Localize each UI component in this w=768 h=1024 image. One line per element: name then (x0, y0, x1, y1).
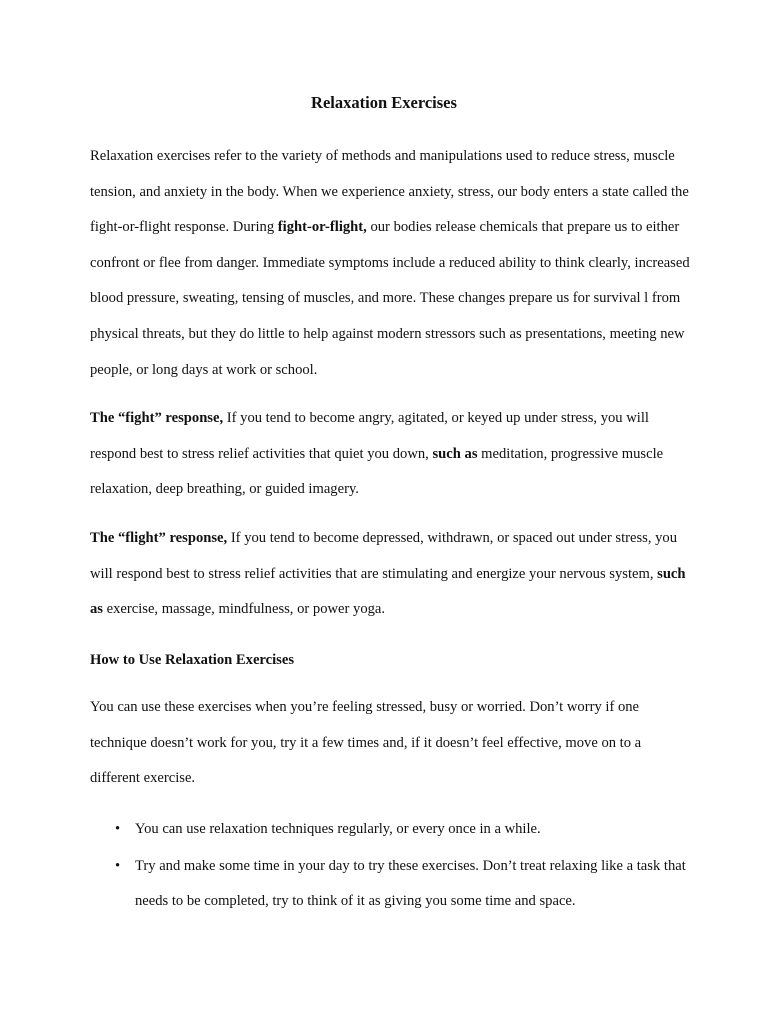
tips-list (90, 812, 690, 920)
bullet-icon: • (115, 857, 121, 874)
flight-response-paragraph (90, 521, 690, 628)
flight-text-1: If you tend to become depressed, withdrawn, or spaced out under stress, you will respond best to stress relief activities that are stimulating and energize your nervous system, (90, 530, 678, 582)
bullet-icon: • (115, 821, 121, 837)
intro-paragraph (90, 139, 690, 388)
intro-bold-term: fight-or-flight, (277, 219, 367, 236)
fight-such-as: such as (432, 445, 478, 462)
list-item (90, 849, 690, 920)
how-to-paragraph: You can use these exercises when you’re feeling stressed, busy or worried. Don’t worry if one technique doesn’t work for you, try it a few times and, if it doesn’t feel effective, move on to a different exercise. (90, 699, 642, 787)
fight-response-paragraph (90, 401, 690, 508)
fight-text-1: If you tend to become angry, agitated, or keyed up under stress, you will respond best to stress relief activities that quiet you down, (90, 410, 649, 462)
fight-text-2: meditation, progressive muscle relaxation, deep breathing, or guided imagery. (90, 445, 664, 498)
list-item-text: Try and make some time in your day to try these exercises. Don’t treat relaxing like a task that needs to be completed, try to think of it as giving you some time and space. (135, 857, 686, 910)
how-to-heading: How to Use Relaxation Exercises (90, 652, 295, 668)
flight-such-as: such as (90, 565, 686, 618)
flight-response-label: The “flight” response, (90, 530, 228, 546)
document-title: Relaxation Exercises (311, 93, 457, 112)
intro-text-2: our bodies release chemicals that prepare us to either confront or flee from danger. Immediate symptoms include a reduced ability to think clearly, increased blood pressure, sweating, tensing of muscles, and more. These changes prepare us for survival l from physical threats, but they do little to help against modern stressors such as presentations, meeting new people, or long days at work or school. (90, 219, 690, 378)
list-item-text: You can use relaxation techniques regularly, or every once in a while. (135, 821, 541, 837)
flight-text-2: exercise, massage, mindfulness, or power yoga. (102, 601, 386, 618)
intro-text-1: Relaxation exercises refer to the variety of methods and manipulations used to reduce stress, muscle tension, and anxiety in the body. When we experience anxiety, stress, our body enters a state called the fight-or-flight response. During (90, 148, 689, 236)
list-item (90, 812, 690, 848)
fight-response-label: The “fight” response, (90, 410, 224, 426)
